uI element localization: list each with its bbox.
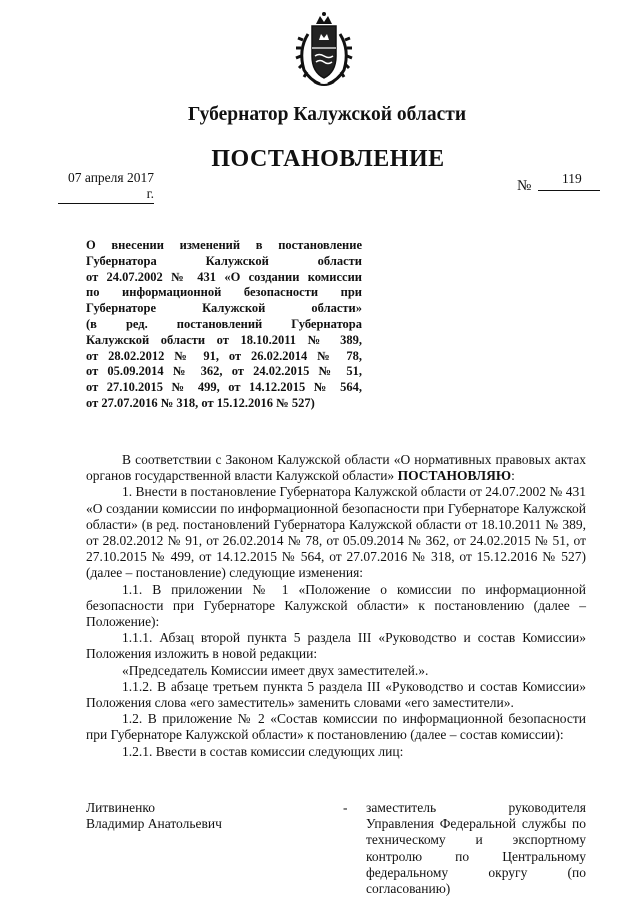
member-dash: -: [343, 800, 348, 815]
preamble-paragraph: [86, 452, 586, 484]
subject-line: О внесении изменений в постановление: [86, 238, 362, 252]
subject-line: от 28.02.2012 № 91, от 26.02.2014 № 78,: [86, 348, 362, 363]
member-given-names: Владимир Анатольевич: [86, 816, 222, 832]
document-date: 07 апреля 2017 г.: [58, 170, 154, 204]
subject-line: Губернаторе Калужской области»: [86, 301, 362, 316]
subject-line: Губернатора Калужской области: [86, 253, 362, 268]
subject-line: по информационной безопасности при: [86, 285, 362, 300]
clause-1-1: 1.1. В приложении № 1 «Положение о комиссии по информационной безопасности при Губернаторе Калужской области» к постановлению (далее – Положение):: [86, 581, 586, 630]
subject-line: от 27.10.2015 № 499, от 14.12.2015 № 564,: [86, 380, 362, 395]
member-surname: Литвиненко: [86, 800, 155, 815]
clause-1-2: 1.2. В приложение № 2 «Состав комиссии по информационной безопасности при Губернаторе Калужской области» к постановлению (далее – состав комиссии):: [86, 711, 586, 743]
document-number: 119: [538, 171, 600, 191]
preamble-colon: :: [511, 468, 515, 484]
subject-line: от 24.07.2002 № 431 «О создании комиссии: [86, 269, 362, 284]
resolution-keyword: ПОСТАНОВЛЯЮ: [397, 468, 512, 484]
clause-1: 1. Внести в постановление Губернатора Калужской области от 24.07.2002 № 431 «О создании комиссии по информационной безопасности при Губернаторе Калужской области» (в ред. постановлений Губернатора Калужской области от 18.10.2011 № 389, от 28.02.2012 № 91, от 26.02.2014 № 78, от 05.09.2014 № 362, от 24.02.2015 № 51, от 27.10.2015 № 499, от 14.12.2015 № 564, от 27.07.2016 № 318, от 15.12.2016 № 527) (далее – постановление) следующие изменения:: [86, 484, 586, 581]
subject-line: (в ред. постановлений Губернатора: [86, 316, 362, 331]
clause-1-2-1: 1.2.1. Ввести в состав комиссии следующих лиц:: [122, 743, 404, 759]
document-body: [86, 452, 586, 760]
clause-1-1-1: 1.1.1. Абзац второй пункта 5 раздела III «Руководство и состав Комиссии» Положения изложить в новой редакции:: [86, 630, 586, 662]
member-name: [86, 800, 256, 832]
document-type-title: ПОСТАНОВЛЕНИЕ: [211, 146, 445, 172]
subject-line: от 27.07.2016 № 318, от 15.12.2016 № 527): [86, 395, 315, 410]
preamble-text: В соответствии с Законом Калужской области «О нормативных правовых актах органов государственной власти Калужской области»: [86, 452, 586, 484]
clause-1-1-1-quote: «Председатель Комиссии имеет двух заместителей.».: [122, 662, 429, 678]
number-sign: №: [517, 178, 532, 194]
issuing-authority: Губернатор Калужской области: [187, 104, 467, 125]
coat-of-arms-emblem: [294, 10, 354, 88]
subject-line: Калужской области от 18.10.2011 № 389,: [86, 332, 362, 347]
member-role: заместитель руководителя Управления Федеральной службы по техническому и экспортному контролю по Центральному федеральному округу (по согласованию): [366, 800, 586, 897]
clause-1-1-2: 1.1.2. В абзаце третьем пункта 5 раздела III «Руководство и состав Комиссии» Положения слова «его заместитель» заменить словами «его заместители».: [86, 678, 586, 711]
subject-line: от 05.09.2014 № 362, от 24.02.2015 № 51,: [86, 364, 362, 379]
document-subject: [86, 238, 362, 412]
